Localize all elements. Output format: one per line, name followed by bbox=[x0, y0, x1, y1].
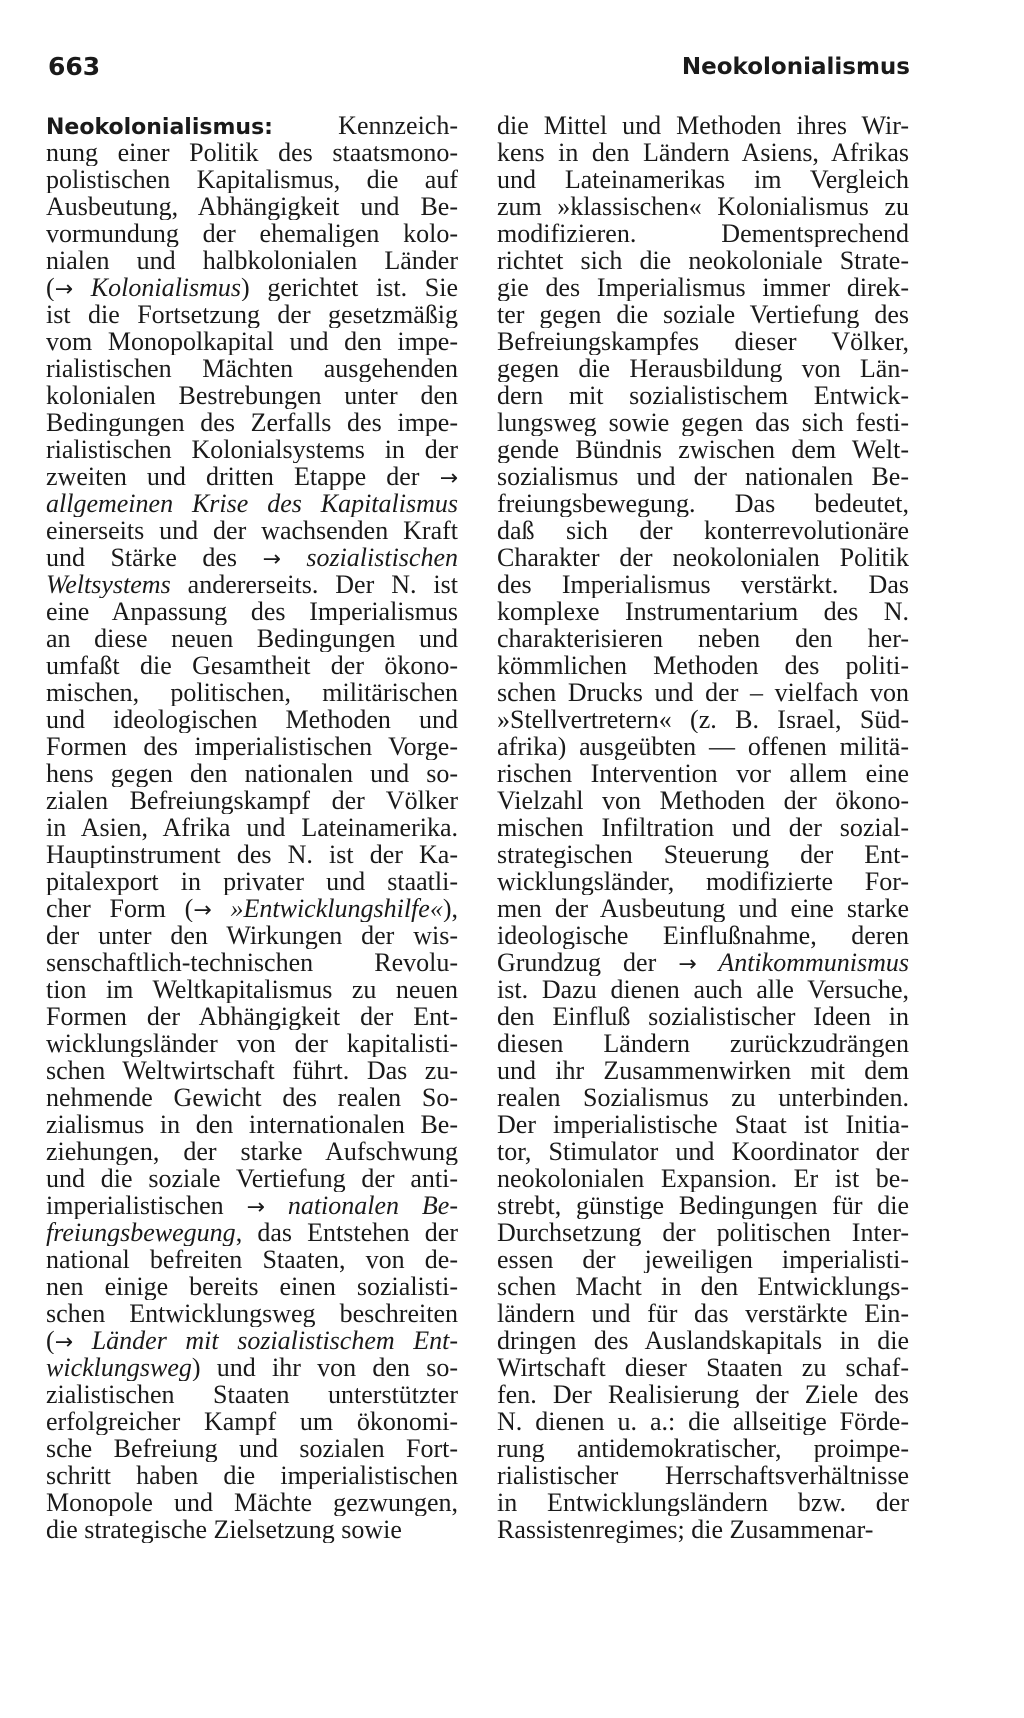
text-line bbox=[497, 787, 909, 814]
text-line bbox=[46, 1192, 458, 1219]
body-text: modifizieren. Dementsprechend bbox=[497, 220, 909, 247]
body-text: ist. Dazu dienen auch alle Versuche, bbox=[497, 976, 909, 1003]
text-line bbox=[46, 679, 458, 706]
text-line bbox=[497, 274, 909, 301]
text-line bbox=[497, 598, 909, 625]
body-text: sche Befreiung und sozialen Fort- bbox=[46, 1435, 458, 1462]
text-line bbox=[46, 112, 458, 139]
body-text: an diese neuen Bedingungen und bbox=[46, 625, 458, 652]
body-text: rialistischen Kolonialsystems in der bbox=[46, 436, 458, 463]
text-line bbox=[497, 409, 909, 436]
text-line bbox=[46, 1138, 458, 1165]
body-text: Befreiungskampfes dieser Völker, bbox=[497, 328, 909, 355]
text-line bbox=[497, 706, 909, 733]
body-text: afrika) ausgeübten — offenen militä- bbox=[497, 733, 909, 760]
text-line bbox=[46, 1030, 458, 1057]
text-line bbox=[497, 1003, 909, 1030]
body-text: ) gerichtet ist. Sie bbox=[241, 274, 458, 301]
cross-reference: Länder mit sozialistischem Ent- bbox=[73, 1327, 458, 1354]
text-line bbox=[46, 1111, 458, 1138]
body-text: der unter den Wirkungen der wis- bbox=[46, 922, 458, 949]
body-text: freiungsbewegung. Das bedeutet, bbox=[497, 490, 909, 517]
text-line bbox=[46, 301, 458, 328]
body-text: schritt haben die imperialistischen bbox=[46, 1462, 458, 1489]
text-line bbox=[46, 166, 458, 193]
body-text: den Einfluß sozialistischer Ideen in bbox=[497, 1003, 909, 1030]
body-text: »Stellvertretern« (z. B. Israel, Süd- bbox=[497, 706, 909, 733]
text-line bbox=[46, 409, 458, 436]
body-text: und Stärke des bbox=[46, 544, 263, 571]
body-text: zum »klassischen« Kolonialismus zu bbox=[497, 193, 909, 220]
body-text: rischen Intervention vor allem eine bbox=[497, 760, 909, 787]
body-text: Bedingungen des Zerfalls des impe- bbox=[46, 409, 458, 436]
body-text: men der Ausbeutung und eine starke bbox=[497, 895, 909, 922]
text-line bbox=[497, 1381, 909, 1408]
right-column bbox=[497, 112, 909, 1543]
text-line bbox=[497, 1219, 909, 1246]
text-line bbox=[46, 1462, 458, 1489]
text-line bbox=[497, 1300, 909, 1327]
text-line bbox=[497, 868, 909, 895]
cross-reference: Kolonialismus bbox=[73, 274, 242, 301]
body-text: Durchsetzung der politischen Inter- bbox=[497, 1219, 909, 1246]
body-text: , das Entstehen der bbox=[235, 1219, 458, 1246]
text-line bbox=[46, 895, 458, 922]
body-text: dern mit sozialistischem Entwick- bbox=[497, 382, 909, 409]
text-line bbox=[46, 868, 458, 895]
body-text: ) und ihr von den so- bbox=[191, 1354, 458, 1381]
text-line bbox=[46, 1084, 458, 1111]
text-line bbox=[497, 436, 909, 463]
text-line bbox=[46, 1300, 458, 1327]
text-line bbox=[497, 760, 909, 787]
body-text: gie des Imperialismus immer direk- bbox=[497, 274, 909, 301]
text-line bbox=[46, 1408, 458, 1435]
text-line bbox=[497, 949, 909, 976]
body-text: tion im Weltkapitalismus zu neuen bbox=[46, 976, 458, 1003]
body-text: erfolgreicher Kampf um ökonomi- bbox=[46, 1408, 458, 1435]
body-text: schen Entwicklungsweg beschreiten bbox=[46, 1300, 458, 1327]
body-text: cher Form ( bbox=[46, 895, 194, 922]
body-text: neokolonialen Expansion. Er ist be- bbox=[497, 1165, 909, 1192]
text-line bbox=[497, 355, 909, 382]
body-text: gende Bündnis zwischen dem Welt- bbox=[497, 436, 909, 463]
text-line bbox=[497, 814, 909, 841]
body-text: die strategische Zielsetzung sowie bbox=[46, 1516, 402, 1543]
text-line bbox=[497, 895, 909, 922]
text-line bbox=[46, 706, 458, 733]
text-line bbox=[46, 733, 458, 760]
body-text: und die soziale Vertiefung der anti- bbox=[46, 1165, 458, 1192]
text-line bbox=[497, 1057, 909, 1084]
body-text: realen Sozialismus zu unterbinden. bbox=[497, 1084, 909, 1111]
body-text: nen einige bereits einen sozialisti- bbox=[46, 1273, 458, 1300]
body-text: diesen Ländern zurückzudrängen bbox=[497, 1030, 909, 1057]
text-line bbox=[46, 760, 458, 787]
arrow-right-icon: → bbox=[54, 1330, 74, 1354]
text-line bbox=[46, 949, 458, 976]
text-line bbox=[497, 1246, 909, 1273]
body-text: umfaßt die Gesamtheit der ökono- bbox=[46, 652, 458, 679]
body-text: Charakter der neokolonialen Politik bbox=[497, 544, 909, 571]
body-text: einerseits und der wachsenden Kraft bbox=[46, 517, 458, 544]
text-line bbox=[46, 841, 458, 868]
cross-reference: sozialistischen bbox=[280, 544, 458, 571]
text-line bbox=[497, 1165, 909, 1192]
body-text: N. dienen u. a.: die allseitige Förde- bbox=[497, 1408, 909, 1435]
body-text: schen Weltwirtschaft führt. Das zu- bbox=[46, 1057, 458, 1084]
text-line bbox=[46, 1246, 458, 1273]
text-line bbox=[497, 1138, 909, 1165]
cross-reference: freiungsbewegung bbox=[46, 1219, 236, 1246]
body-text: Ausbeutung, Abhängigkeit und Be- bbox=[46, 193, 458, 220]
arrow-right-icon: → bbox=[439, 466, 458, 490]
text-line bbox=[497, 139, 909, 166]
body-text: daß sich der konterrevolutionäre bbox=[497, 517, 909, 544]
cross-reference: »Entwicklungshilfe« bbox=[211, 895, 443, 922]
text-line bbox=[497, 1327, 909, 1354]
text-line bbox=[46, 517, 458, 544]
body-text: ideologische Einflußnahme, deren bbox=[497, 922, 909, 949]
body-text: gegen die Herausbildung von Län- bbox=[497, 355, 909, 382]
cross-reference: Weltsystems bbox=[46, 571, 171, 598]
body-text: schen Drucks und der – vielfach von bbox=[497, 679, 909, 706]
body-text: in Asien, Afrika und Lateinamerika. bbox=[46, 814, 458, 841]
text-line bbox=[46, 463, 458, 490]
text-line bbox=[46, 193, 458, 220]
body-text: Hauptinstrument des N. ist der Ka- bbox=[46, 841, 458, 868]
text-line bbox=[497, 517, 909, 544]
body-text: nialen und halbkolonialen Länder bbox=[46, 247, 458, 274]
text-line bbox=[46, 787, 458, 814]
text-line bbox=[46, 1165, 458, 1192]
text-line bbox=[497, 571, 909, 598]
body-text: ), bbox=[442, 895, 458, 922]
left-column bbox=[46, 112, 458, 1543]
text-line bbox=[46, 1381, 458, 1408]
cross-reference: wicklungsweg bbox=[46, 1354, 192, 1381]
body-text: Der imperialistische Staat ist Initia- bbox=[497, 1111, 909, 1138]
text-line bbox=[46, 976, 458, 1003]
text-line bbox=[497, 328, 909, 355]
text-line bbox=[497, 544, 909, 571]
text-line bbox=[497, 1084, 909, 1111]
body-text: imperialistischen bbox=[46, 1192, 247, 1219]
text-line bbox=[497, 463, 909, 490]
body-text: ländern und für das verstärkte Ein- bbox=[497, 1300, 909, 1327]
text-line bbox=[46, 328, 458, 355]
text-line bbox=[46, 436, 458, 463]
body-text: sozialismus und der nationalen Be- bbox=[497, 463, 909, 490]
body-text: pitalexport in privater und staatli- bbox=[46, 868, 458, 895]
text-line bbox=[497, 652, 909, 679]
text-line bbox=[46, 1057, 458, 1084]
body-text: strebt, günstige Bedingungen für die bbox=[497, 1192, 909, 1219]
text-line bbox=[497, 733, 909, 760]
arrow-right-icon: → bbox=[246, 1195, 265, 1219]
body-text: vormundung der ehemaligen kolo- bbox=[46, 220, 458, 247]
body-text: komplexe Instrumentarium des N. bbox=[497, 598, 909, 625]
body-text: und ihr Zusammenwirken mit dem bbox=[497, 1057, 909, 1084]
body-text: hens gegen den nationalen und so- bbox=[46, 760, 458, 787]
body-text: zialen Befreiungskampf der Völker bbox=[46, 787, 458, 814]
text-line bbox=[497, 166, 909, 193]
text-line bbox=[46, 1273, 458, 1300]
body-text: polistischen Kapitalismus, die auf bbox=[46, 166, 458, 193]
text-line bbox=[497, 922, 909, 949]
text-line bbox=[497, 1489, 909, 1516]
entry-lemma: Neokolonialismus: bbox=[46, 115, 273, 139]
body-text: senschaftlich-technischen Revolu- bbox=[46, 949, 458, 976]
body-text: ( bbox=[46, 274, 55, 301]
body-text: in Entwicklungsländern bzw. der bbox=[497, 1489, 909, 1516]
text-line bbox=[497, 625, 909, 652]
body-text: schen Macht in den Entwicklungs- bbox=[497, 1273, 909, 1300]
body-text: fen. Der Realisierung der Ziele des bbox=[497, 1381, 909, 1408]
body-text: mischen, politischen, militärischen bbox=[46, 679, 458, 706]
body-text: Formen der Abhängigkeit der Ent- bbox=[46, 1003, 458, 1030]
body-text: Kennzeich- bbox=[272, 112, 458, 139]
body-text: und ideologischen Methoden und bbox=[46, 706, 458, 733]
text-line bbox=[46, 355, 458, 382]
body-text: lungsweg sowie gegen das sich festi- bbox=[497, 409, 909, 436]
body-text: dringen des Auslandskapitals in die bbox=[497, 1327, 909, 1354]
arrow-right-icon: → bbox=[54, 277, 74, 301]
body-text: nehmende Gewicht des realen So- bbox=[46, 1084, 458, 1111]
text-line bbox=[46, 1516, 458, 1543]
body-text: eine Anpassung des Imperialismus bbox=[46, 598, 458, 625]
text-line bbox=[497, 382, 909, 409]
text-line bbox=[497, 1408, 909, 1435]
body-text: Rassistenregimes; die Zusammenar- bbox=[497, 1516, 874, 1543]
text-line bbox=[46, 1435, 458, 1462]
text-line bbox=[46, 382, 458, 409]
text-line bbox=[46, 1327, 458, 1354]
body-text: strategischen Steuerung der Ent- bbox=[497, 841, 909, 868]
text-line bbox=[46, 274, 458, 301]
cross-reference: nationalen Be- bbox=[264, 1192, 458, 1219]
text-line bbox=[46, 652, 458, 679]
body-text: wicklungsländer, modifizierte For- bbox=[497, 868, 909, 895]
text-line bbox=[497, 301, 909, 328]
text-line bbox=[497, 1273, 909, 1300]
body-text: richtet sich die neokoloniale Strate- bbox=[497, 247, 909, 274]
text-line bbox=[497, 247, 909, 274]
text-line bbox=[46, 571, 458, 598]
text-line bbox=[497, 1030, 909, 1057]
body-text: und Lateinamerikas im Vergleich bbox=[497, 166, 909, 193]
text-line bbox=[46, 1489, 458, 1516]
text-line bbox=[46, 1354, 458, 1381]
text-line bbox=[46, 247, 458, 274]
text-line bbox=[497, 679, 909, 706]
body-text: Wirtschaft dieser Staaten zu schaf- bbox=[497, 1354, 909, 1381]
body-text: Vielzahl von Methoden der ökono- bbox=[497, 787, 909, 814]
body-text: tor, Stimulator und Koordinator der bbox=[497, 1138, 909, 1165]
body-text: ( bbox=[46, 1327, 55, 1354]
body-text: rung antidemokratischer, proimpe- bbox=[497, 1435, 909, 1462]
arrow-right-icon: → bbox=[678, 952, 697, 976]
body-text: mischen Infiltration und der sozial- bbox=[497, 814, 909, 841]
body-text: Formen des imperialistischen Vorge- bbox=[46, 733, 458, 760]
text-line bbox=[46, 490, 458, 517]
text-line bbox=[497, 1516, 909, 1543]
body-text: des Imperialismus verstärkt. Das bbox=[497, 571, 909, 598]
cross-reference: allgemeinen Krise des Kapitalismus bbox=[46, 490, 458, 517]
cross-reference: Antikommunismus bbox=[696, 949, 909, 976]
body-text: Grundzug der bbox=[497, 949, 679, 976]
text-line bbox=[497, 220, 909, 247]
text-line bbox=[497, 841, 909, 868]
arrow-right-icon: → bbox=[262, 547, 281, 571]
text-line bbox=[497, 1111, 909, 1138]
text-line bbox=[46, 544, 458, 571]
page-number: 663 bbox=[48, 52, 101, 81]
text-line bbox=[46, 922, 458, 949]
text-line bbox=[497, 1462, 909, 1489]
body-text: national befreiten Staaten, von de- bbox=[46, 1246, 458, 1273]
body-text: zialistischen Staaten unterstützter bbox=[46, 1381, 458, 1408]
text-line bbox=[46, 598, 458, 625]
body-text: vom Monopolkapital und den impe- bbox=[46, 328, 458, 355]
page-header bbox=[48, 52, 910, 92]
body-text: ter gegen die soziale Vertiefung des bbox=[497, 301, 909, 328]
body-text: kömmlichen Methoden des politi- bbox=[497, 652, 909, 679]
body-text: wicklungsländer von der kapitalisti- bbox=[46, 1030, 458, 1057]
text-line bbox=[497, 976, 909, 1003]
text-line bbox=[497, 490, 909, 517]
text-line bbox=[497, 1435, 909, 1462]
text-line bbox=[46, 1003, 458, 1030]
body-text: ist die Fortsetzung der gesetzmäßig bbox=[46, 301, 458, 328]
running-head: Neokolonialismus bbox=[681, 54, 910, 80]
text-line bbox=[497, 112, 909, 139]
text-line bbox=[46, 1219, 458, 1246]
body-text: essen der jeweiligen imperialisti- bbox=[497, 1246, 909, 1273]
body-text: nung einer Politik des staatsmono- bbox=[46, 139, 458, 166]
body-text: zweiten und dritten Etappe der bbox=[46, 463, 440, 490]
body-text: zialismus in den internationalen Be- bbox=[46, 1111, 458, 1138]
text-line bbox=[46, 139, 458, 166]
body-text: ziehungen, der starke Aufschwung bbox=[46, 1138, 458, 1165]
body-text: die Mittel und Methoden ihres Wir- bbox=[497, 112, 909, 139]
text-line bbox=[46, 625, 458, 652]
text-line bbox=[497, 1354, 909, 1381]
body-text: Monopole und Mächte gezwungen, bbox=[46, 1489, 458, 1516]
body-text: andererseits. Der N. ist bbox=[170, 571, 458, 598]
text-line bbox=[497, 1192, 909, 1219]
text-line bbox=[46, 220, 458, 247]
body-text: rialistischer Herrschaftsverhältnisse bbox=[497, 1462, 909, 1489]
body-text: kolonialen Bestrebungen unter den bbox=[46, 382, 458, 409]
body-text: charakterisieren neben den her- bbox=[497, 625, 909, 652]
body-text: rialistischen Mächten ausgehenden bbox=[46, 355, 458, 382]
arrow-right-icon: → bbox=[193, 898, 212, 922]
text-line bbox=[497, 193, 909, 220]
body-text: kens in den Ländern Asiens, Afrikas bbox=[497, 139, 909, 166]
text-line bbox=[46, 814, 458, 841]
